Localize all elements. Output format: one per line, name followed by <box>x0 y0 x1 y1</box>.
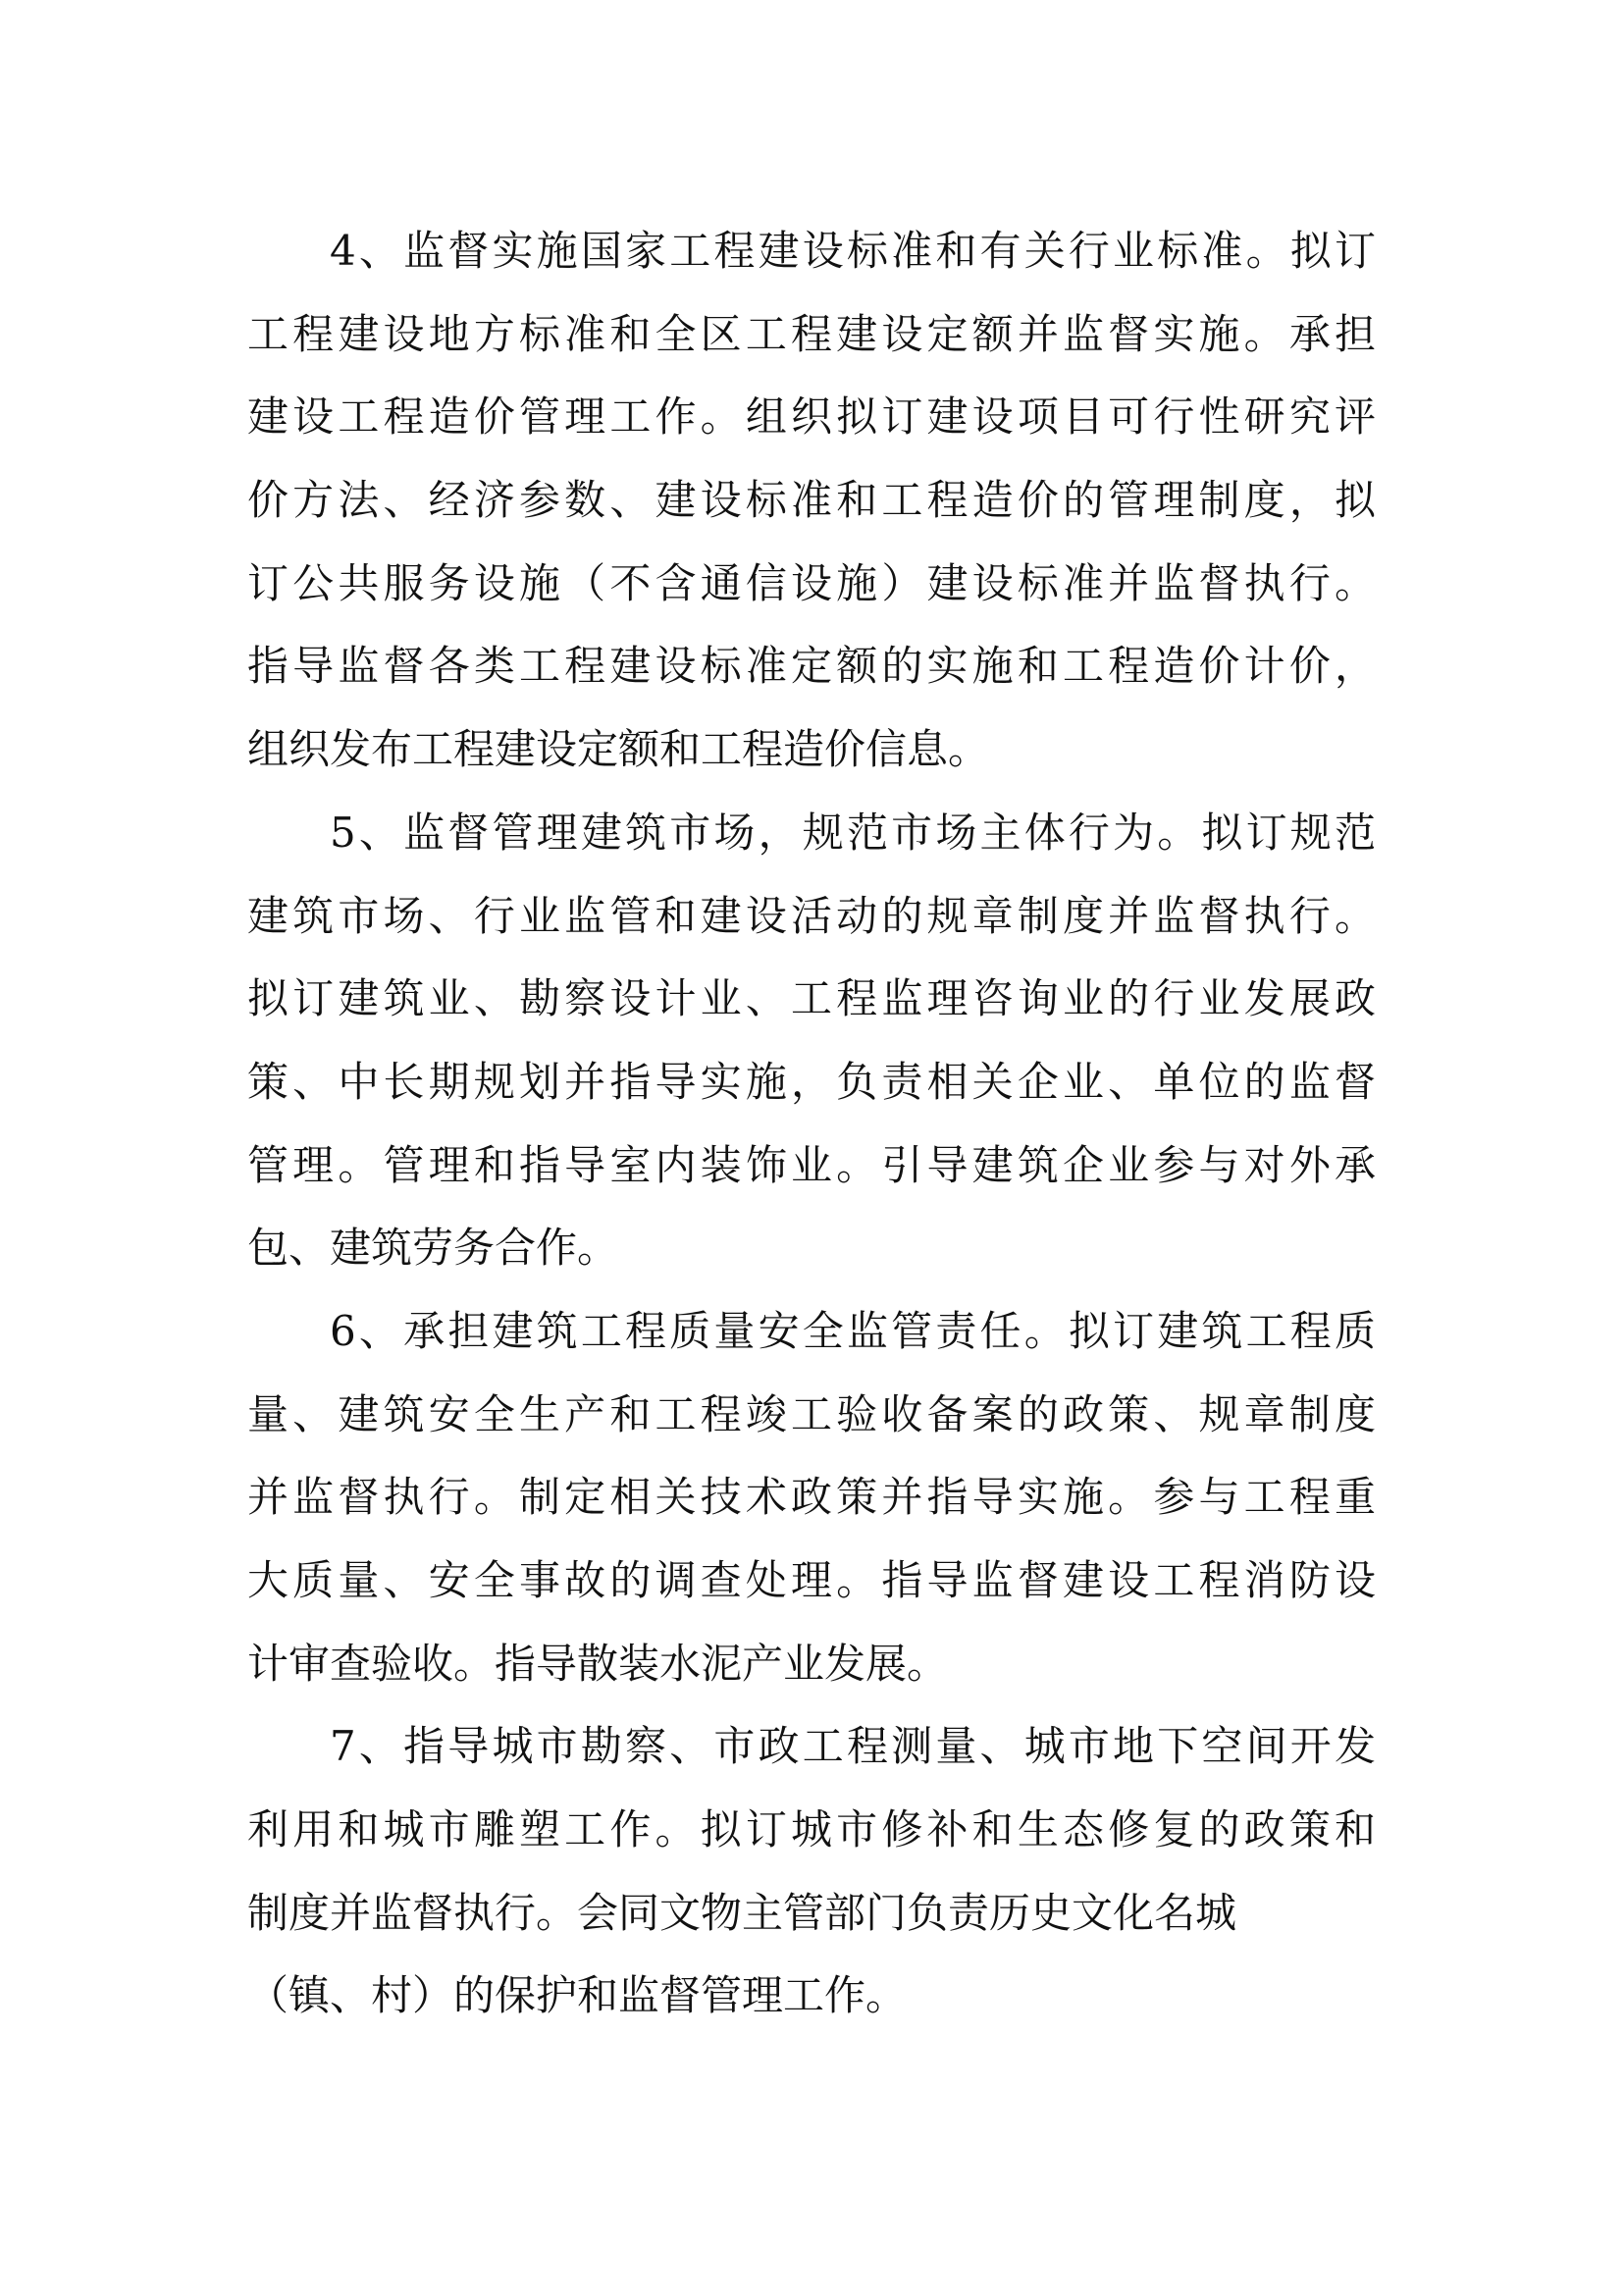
paragraph-line: 量、建筑安全生产和工程竣工验收备案的政策、规章制度 <box>247 1389 1376 1438</box>
paragraph-line: 计审查验收。指导散装水泥产业发展。 <box>247 1639 949 1688</box>
paragraph-line: 制度并监督执行。会同文物主管部门负责历史文化名城 <box>247 1888 1237 1937</box>
paragraph-5 <box>247 792 1376 1290</box>
paragraph-line: 包、建筑劳务合作。 <box>247 1224 619 1273</box>
paragraph-line: 5、监督管理建筑市场，规范市场主体行为。拟订规范 <box>330 808 1376 857</box>
paragraph-line: 7、指导城市勘察、市政工程测量、城市地下空间开发 <box>330 1722 1376 1771</box>
paragraph-6 <box>247 1290 1376 1705</box>
paragraph-line: 拟订建筑业、勘察设计业、工程监理咨询业的行业发展政 <box>247 974 1376 1023</box>
paragraph-line: 4、监督实施国家工程建设标准和有关行业标准。拟订 <box>330 227 1376 275</box>
paragraph-line: 利用和城市雕塑工作。拟订城市修补和生态修复的政策和 <box>247 1805 1376 1854</box>
paragraph-line: 订公共服务设施（不含通信设施）建设标准并监督执行。 <box>247 558 1376 607</box>
paragraph-line: 建设工程造价管理工作。组织拟订建设项目可行性研究评 <box>247 392 1376 442</box>
document-body <box>247 210 1376 2038</box>
paragraph-4 <box>247 210 1376 792</box>
paragraph-line: 工程建设地方标准和全区工程建设定额并监督实施。承担 <box>247 309 1376 358</box>
paragraph-line: 6、承担建筑工程质量安全监管责任。拟订建筑工程质 <box>330 1306 1376 1355</box>
paragraph-line: （镇、村）的保护和监督管理工作。 <box>247 1971 908 2020</box>
paragraph-7 <box>247 1705 1376 2038</box>
paragraph-line: 指导监督各类工程建设标准定额的实施和工程造价计价， <box>247 642 1376 691</box>
paragraph-line: 策、中长期规划并指导实施，负责相关企业、单位的监督 <box>247 1057 1376 1106</box>
paragraph-line: 价方法、经济参数、建设标准和工程造价的管理制度，拟 <box>247 476 1376 525</box>
paragraph-line: 建筑市场、行业监管和建设活动的规章制度并监督执行。 <box>247 891 1376 940</box>
paragraph-line: 组织发布工程建设定额和工程造价信息。 <box>247 725 990 774</box>
paragraph-line: 管理。管理和指导室内装饰业。引导建筑企业参与对外承 <box>247 1140 1376 1189</box>
paragraph-line: 大质量、安全事故的调查处理。指导监督建设工程消防设 <box>247 1556 1376 1604</box>
paragraph-line: 并监督执行。制定相关技术政策并指导实施。参与工程重 <box>247 1473 1376 1522</box>
